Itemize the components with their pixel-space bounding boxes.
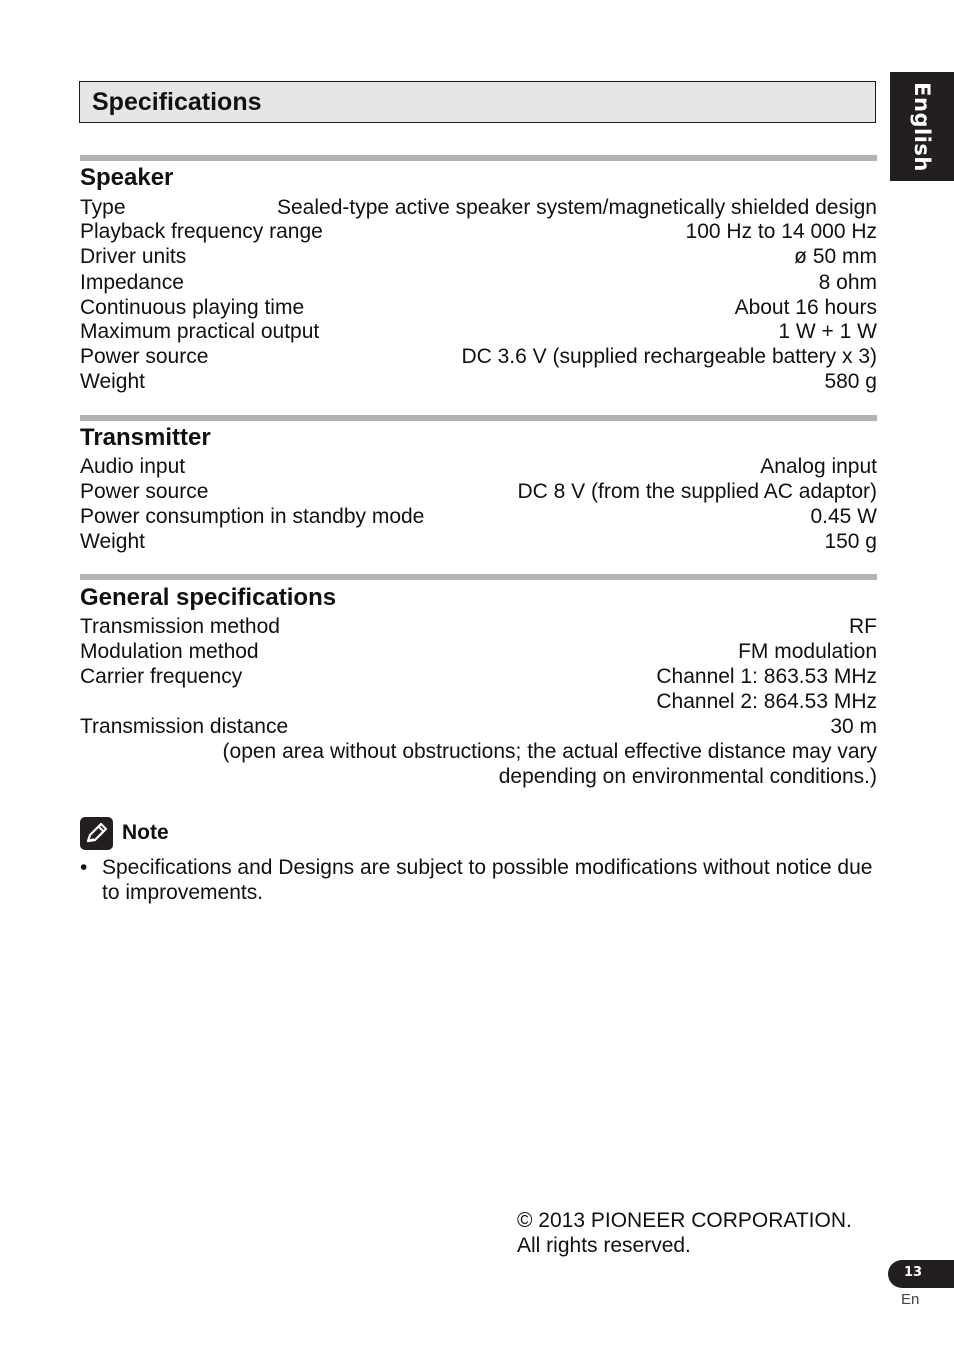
pencil-note-icon — [80, 817, 113, 850]
spec-label: Modulation method — [80, 640, 259, 663]
spec-value-continuation: depending on environmental conditions.) — [498, 765, 877, 788]
language-side-tab — [890, 72, 954, 181]
spec-value: Analog input — [760, 455, 877, 478]
spec-row — [80, 504, 877, 529]
spec-value: DC 3.6 V (supplied rechargeable battery x 3) — [461, 345, 877, 368]
spec-value: 0.45 W — [810, 505, 877, 528]
spec-value: 8 ohm — [818, 271, 877, 294]
page-title: Specifications — [92, 88, 262, 116]
spec-label: Playback frequency range — [80, 220, 323, 243]
spec-label: Power source — [80, 345, 209, 368]
spec-label: Driver units — [80, 245, 187, 268]
section-rule-speaker — [80, 155, 877, 161]
spec-row — [80, 344, 877, 369]
spec-label: Carrier frequency — [80, 665, 243, 688]
note-item: Specifications and Designs are subject to possible modifications without notice due to improvements. — [102, 856, 873, 904]
spec-label: Weight — [80, 530, 145, 553]
spec-value: 100 Hz to 14 000 Hz — [685, 220, 877, 243]
rights-line: All rights reserved. — [517, 1234, 691, 1257]
spec-row — [80, 270, 877, 295]
spec-value: DC 8 V (from the supplied AC adaptor) — [517, 480, 877, 503]
spec-value: FM modulation — [738, 640, 877, 663]
page-number-tab — [888, 1260, 954, 1288]
spec-value: 30 m — [830, 715, 877, 738]
spec-label: Power consumption in standby mode — [80, 505, 425, 528]
spec-label: Transmission distance — [80, 715, 289, 738]
language-side-tab-label: English — [910, 81, 934, 172]
spec-label: Audio input — [80, 455, 186, 478]
section-heading-general: General specifications — [80, 584, 337, 611]
spec-row — [80, 714, 877, 739]
section-heading-transmitter: Transmitter — [80, 424, 211, 451]
section-heading-speaker: Speaker — [80, 164, 174, 191]
copyright-line: © 2013 PIONEER CORPORATION. — [517, 1209, 852, 1232]
note-label: Note — [122, 821, 169, 844]
spec-value: RF — [849, 615, 877, 638]
spec-value-continuation: Channel 2: 864.53 MHz — [656, 690, 877, 713]
spec-value: 150 g — [824, 530, 877, 553]
spec-row — [80, 479, 877, 504]
spec-value: 1 W + 1 W — [778, 320, 877, 343]
copyright-block — [517, 1208, 852, 1258]
section-rule-general — [80, 574, 877, 580]
spec-row — [80, 664, 877, 689]
spec-row — [80, 454, 877, 479]
spec-row — [80, 614, 877, 639]
spec-label: Power source — [80, 480, 209, 503]
spec-row — [80, 529, 877, 554]
spec-label: Transmission method — [80, 615, 280, 638]
spec-value-continuation: (open area without obstructions; the actual effective distance may vary — [222, 740, 877, 763]
spec-row — [80, 369, 877, 394]
spec-row — [80, 639, 877, 664]
spec-label: Continuous playing time — [80, 296, 305, 319]
spec-value: 580 g — [824, 370, 877, 393]
page-language-code: En — [901, 1291, 920, 1308]
spec-value: ø 50 mm — [794, 245, 877, 268]
bullet-marker: • — [80, 856, 88, 879]
spec-row — [80, 219, 877, 244]
page-title-box — [79, 81, 876, 123]
spec-row — [80, 244, 877, 269]
spec-row — [80, 295, 877, 320]
spec-value: About 16 hours — [734, 296, 877, 319]
spec-label: Type — [80, 196, 126, 219]
page-number: 13 — [904, 1265, 923, 1280]
spec-value: Channel 1: 863.53 MHz — [656, 665, 877, 688]
section-rule-transmitter — [80, 415, 877, 421]
spec-label: Impedance — [80, 271, 184, 294]
spec-row — [80, 319, 877, 344]
spec-value: Sealed-type active speaker system/magnetically shielded design — [277, 196, 877, 219]
spec-row — [80, 195, 877, 220]
spec-label: Weight — [80, 370, 145, 393]
spec-label: Maximum practical output — [80, 320, 320, 343]
